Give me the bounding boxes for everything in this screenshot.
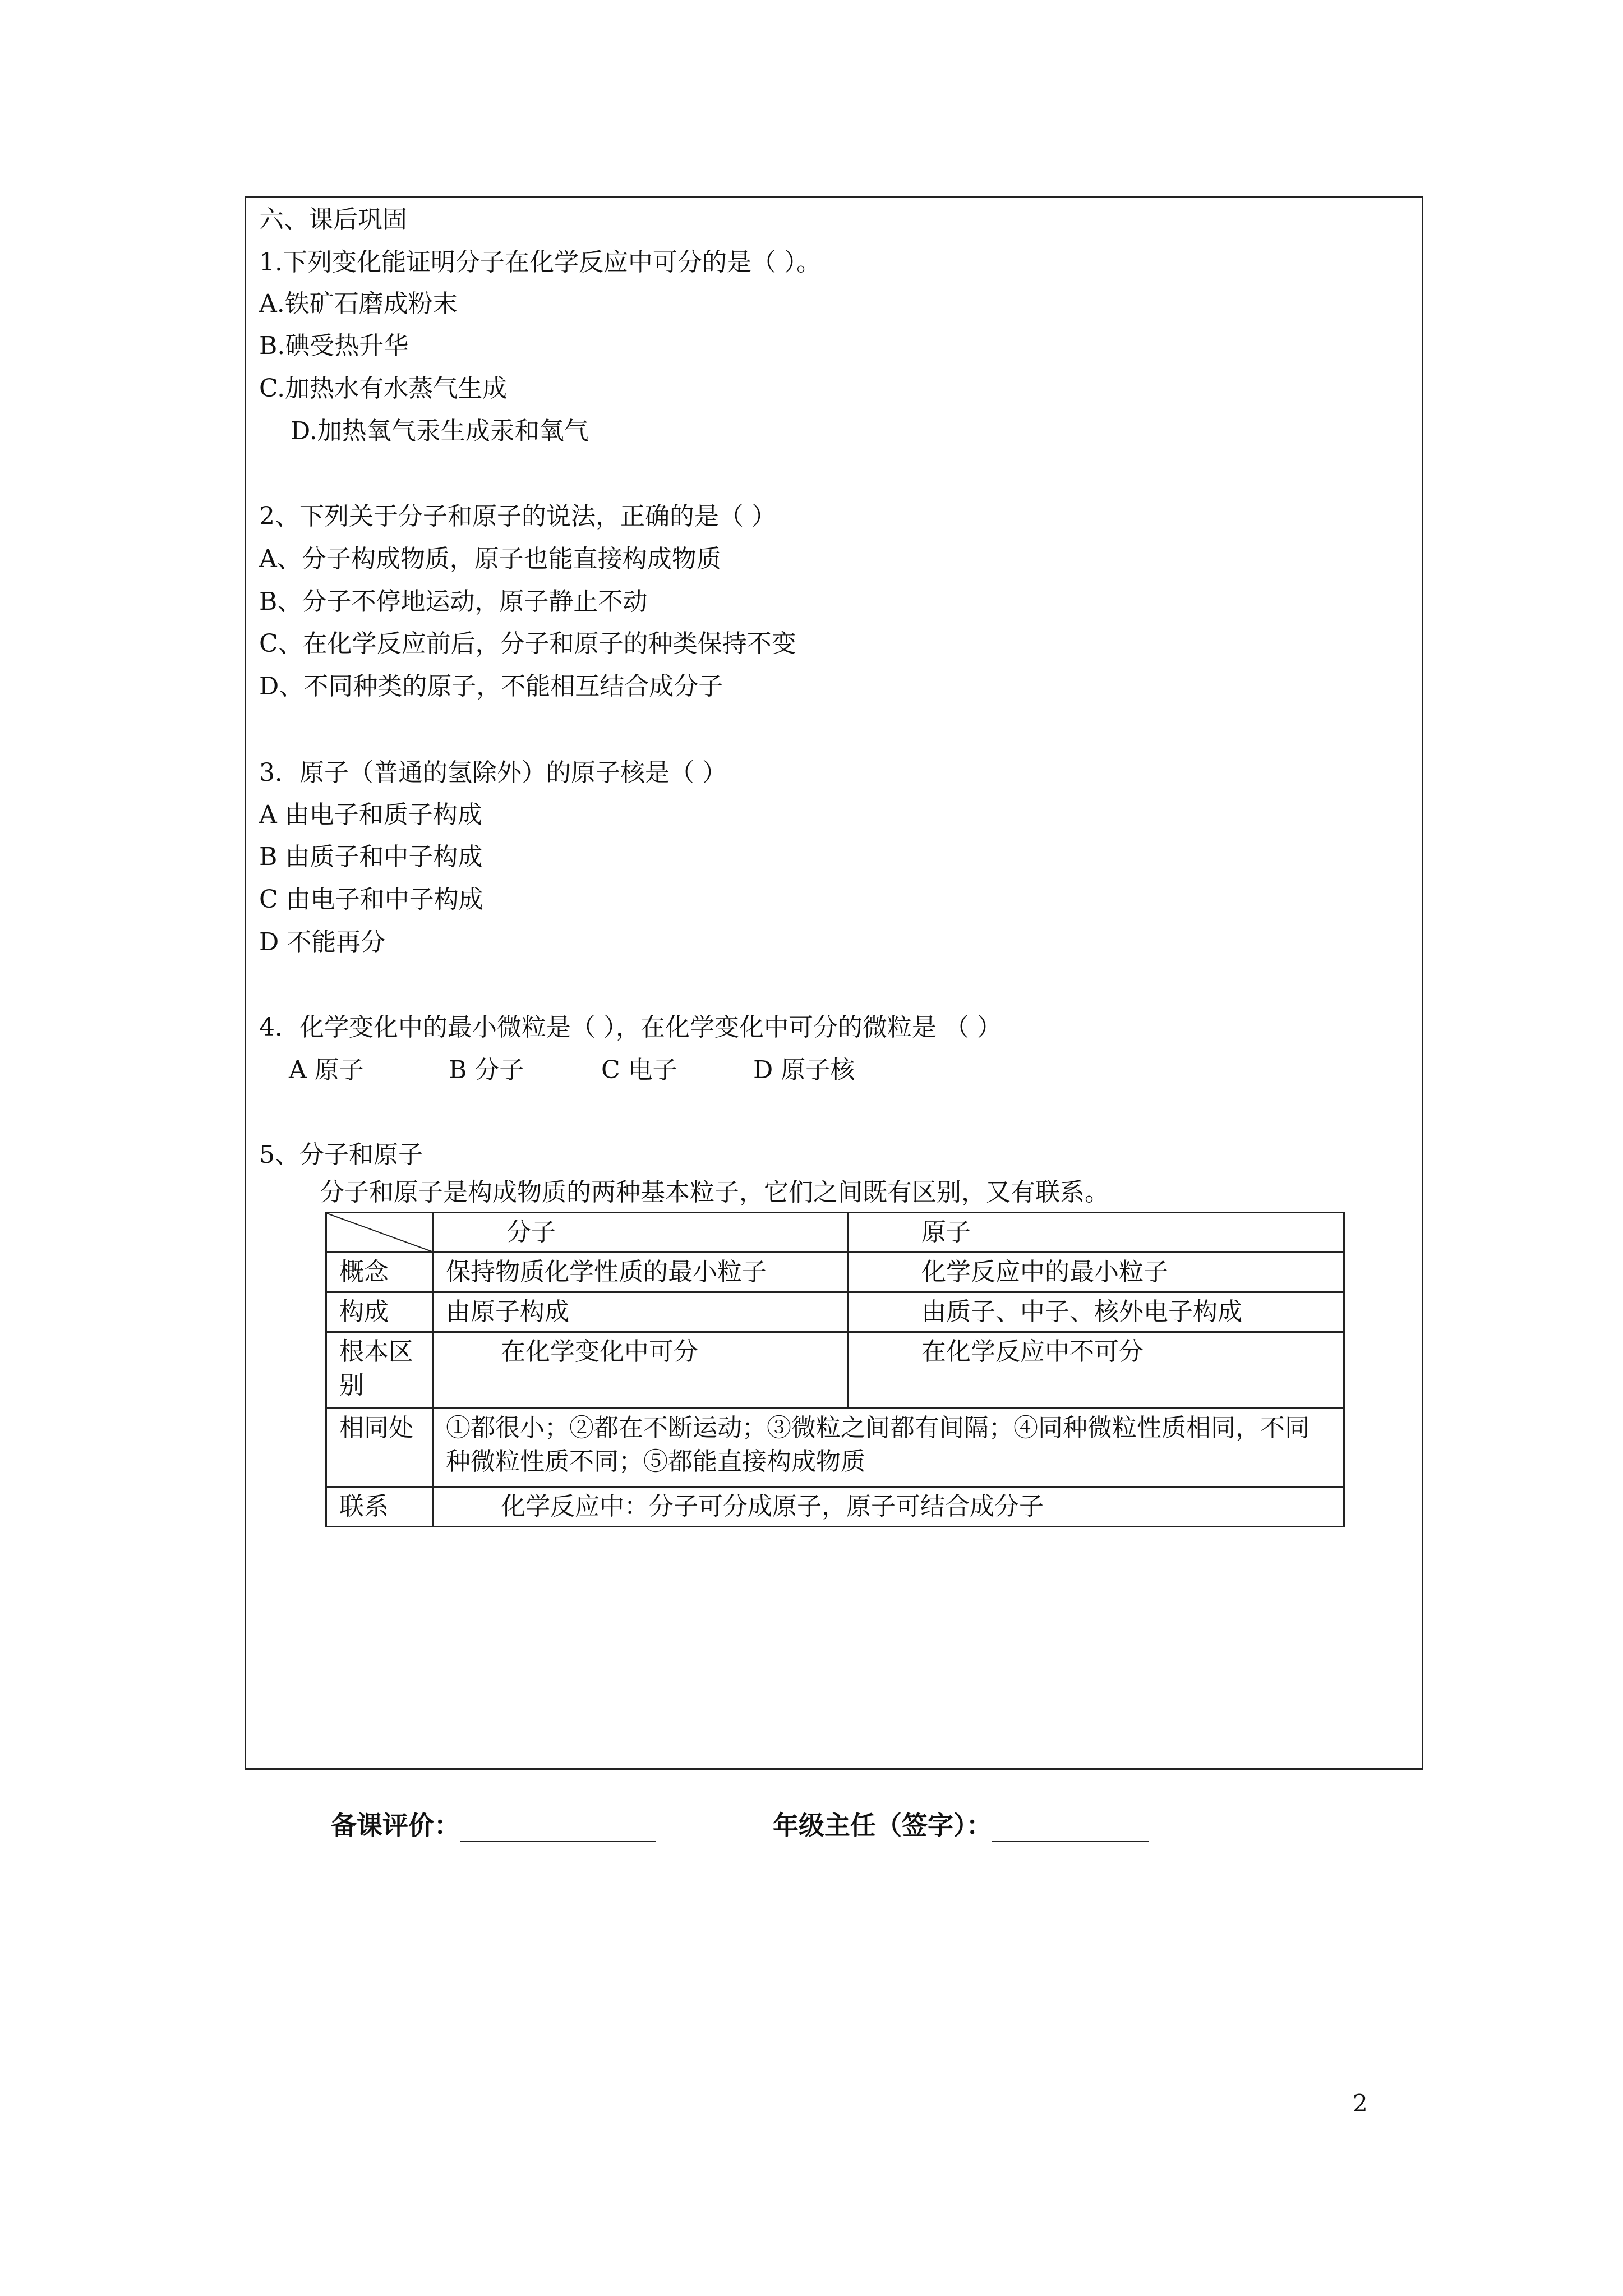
relation-text: 化学反应中：分子可分成原子，原子可结合成分子	[433, 1487, 1344, 1527]
q2-option-d: D、不同种类的原子，不能相互结合成分子	[259, 672, 723, 701]
q4-option-d: D 原子核	[753, 1056, 855, 1084]
q3-option-d: D 不能再分	[259, 928, 386, 956]
q4-option-c: C 电子	[601, 1056, 677, 1084]
concept-atom: 化学反应中的最小粒子	[848, 1253, 1344, 1292]
table-row	[326, 1332, 1344, 1409]
review-field	[331, 1805, 656, 1842]
row-label-relation: 联系	[326, 1487, 433, 1527]
section-title: 六、课后巩固	[259, 205, 407, 234]
difference-atom: 在化学反应中不可分	[848, 1332, 1344, 1409]
page-number: 2	[1353, 2090, 1368, 2117]
q1-option-a: A.铁矿石磨成粉末	[259, 289, 458, 318]
q3-option-a: A 由电子和质子构成	[259, 800, 482, 829]
same-text: ①都很小；②都在不断运动；③微粒之间都有间隔；④同种微粒性质相同，不同种微粒性质不同；⑤都能直接构成物质	[433, 1409, 1344, 1487]
q1-stem: 1.下列变化能证明分子在化学反应中可分的是（ ）。	[259, 248, 821, 277]
table-header-row	[326, 1213, 1344, 1253]
q1-option-b: B.碘受热升华	[259, 332, 409, 360]
diagonal-line	[327, 1213, 432, 1251]
composition-molecule: 由原子构成	[433, 1292, 848, 1332]
header-molecule: 分子	[433, 1213, 848, 1253]
header-atom: 原子	[848, 1213, 1344, 1253]
difference-molecule: 在化学变化中可分	[433, 1332, 848, 1409]
director-field	[773, 1805, 1149, 1842]
review-label: 备课评价：	[331, 1810, 460, 1841]
q2-option-b: B、分子不停地运动，原子静止不动	[259, 587, 648, 616]
row-label-difference: 根本区别	[326, 1332, 433, 1409]
q2-stem: 2、下列关于分子和原子的说法，正确的是（ ）	[259, 502, 776, 531]
q2-option-a: A、分子构成物质，原子也能直接构成物质	[259, 545, 721, 573]
q1-option-c: C.加热水有水蒸气生成	[259, 374, 508, 403]
review-blank[interactable]	[460, 1816, 656, 1842]
comparison-table	[325, 1212, 1345, 1527]
header-corner-cell	[326, 1213, 433, 1253]
q5-title: 5、分子和原子	[259, 1140, 423, 1169]
q3-option-b: B 由质子和中子构成	[259, 843, 483, 871]
composition-atom: 由质子、中子、核外电子构成	[848, 1292, 1344, 1332]
q5-intro: 分子和原子是构成物质的两种基本粒子，它们之间既有区别，又有联系。	[320, 1178, 1109, 1207]
row-label-concept: 概念	[326, 1253, 433, 1292]
table-row	[326, 1409, 1344, 1487]
row-label-same: 相同处	[326, 1409, 433, 1487]
q1-option-d: D.加热氧气汞生成汞和氧气	[291, 417, 589, 445]
q3-stem: 3．原子（普通的氢除外）的原子核是（ ）	[259, 758, 727, 787]
director-label: 年级主任（签字）：	[773, 1810, 992, 1841]
q3-option-c: C 由电子和中子构成	[259, 885, 483, 914]
row-label-composition: 构成	[326, 1292, 433, 1332]
concept-molecule: 保持物质化学性质的最小粒子	[433, 1253, 848, 1292]
q4-option-b: B 分子	[449, 1056, 524, 1084]
table-row	[326, 1487, 1344, 1527]
table-row	[326, 1253, 1344, 1292]
q4-stem: 4．化学变化中的最小微粒是（ ），在化学变化中可分的微粒是 （ ）	[259, 1013, 1002, 1042]
table-row	[326, 1292, 1344, 1332]
q4-option-a: A 原子	[289, 1056, 364, 1084]
director-signature-blank[interactable]	[992, 1816, 1149, 1842]
q2-option-c: C、在化学反应前后，分子和原子的种类保持不变	[259, 629, 796, 658]
